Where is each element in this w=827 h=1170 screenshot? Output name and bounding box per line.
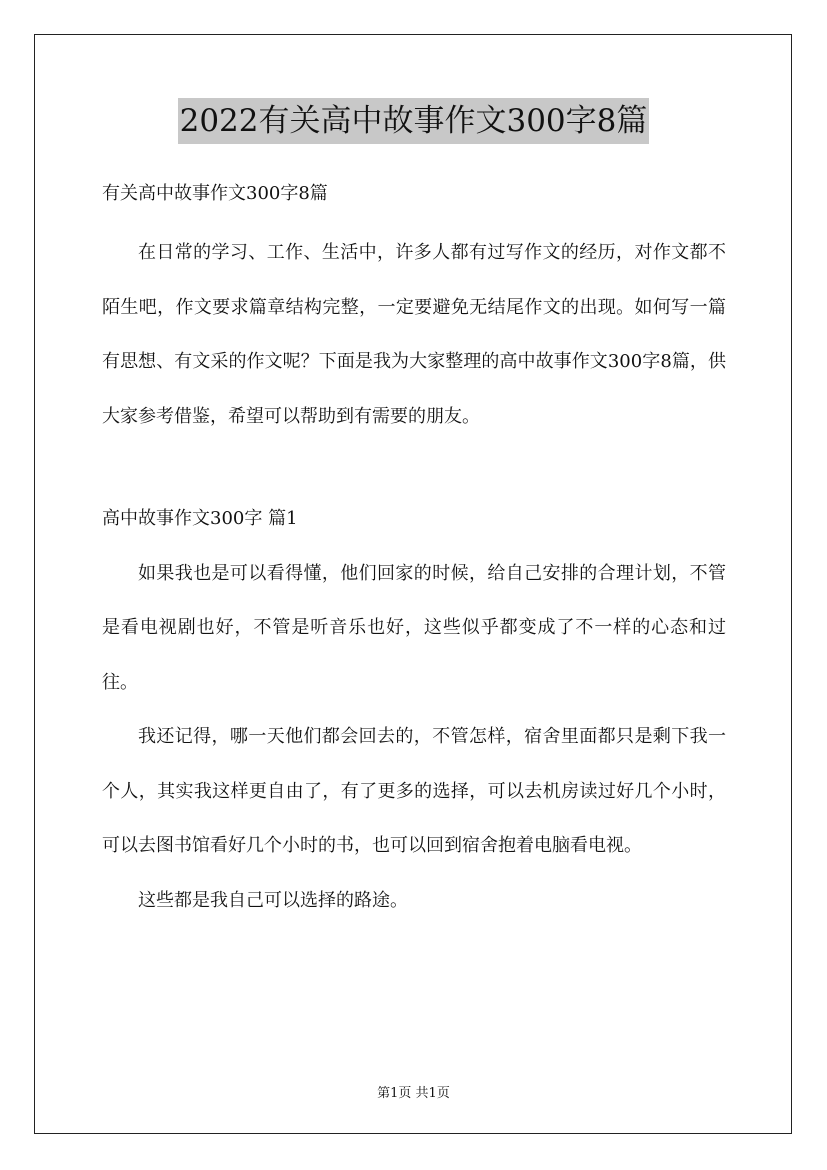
- section-heading: 高中故事作文300字 篇1: [102, 508, 298, 529]
- document-body: [102, 172, 726, 928]
- title-container: [0, 98, 827, 144]
- document-title: 2022有关高中故事作文300字8篇: [178, 98, 650, 144]
- intro-paragraph: 在日常的学习、工作、生活中，许多人都有过写作文的经历，对作文都不陌生吧，作文要求篇章结构完整，一定要避免无结尾作文的出现。如何写一篇有思想、有文采的作文呢？下面是我为大家整理的高中故事作文300字8篇，供大家参考借鉴，希望可以帮助到有需要的朋友。: [102, 242, 726, 427]
- body-paragraph: 如果我也是可以看得懂，他们回家的时候，给自己安排的合理计划，不管是看电视剧也好，不管是听音乐也好，这些似乎都变成了不一样的心态和过往。: [102, 562, 726, 693]
- body-paragraph: 我还记得，哪一天他们都会回去的，不管怎样，宿舍里面都只是剩下我一个人，其实我这样更自由了，有了更多的选择，可以去机房读过好几个小时，可以去图书馆看好几个小时的书，也可以回到宿舍抱着电脑看电视。: [102, 726, 726, 856]
- document-subtitle: 有关高中故事作文300字8篇: [102, 183, 328, 204]
- page-footer: 第1页 共1页: [377, 1086, 450, 1101]
- body-paragraph: 这些都是我自己可以选择的路途。: [138, 889, 408, 911]
